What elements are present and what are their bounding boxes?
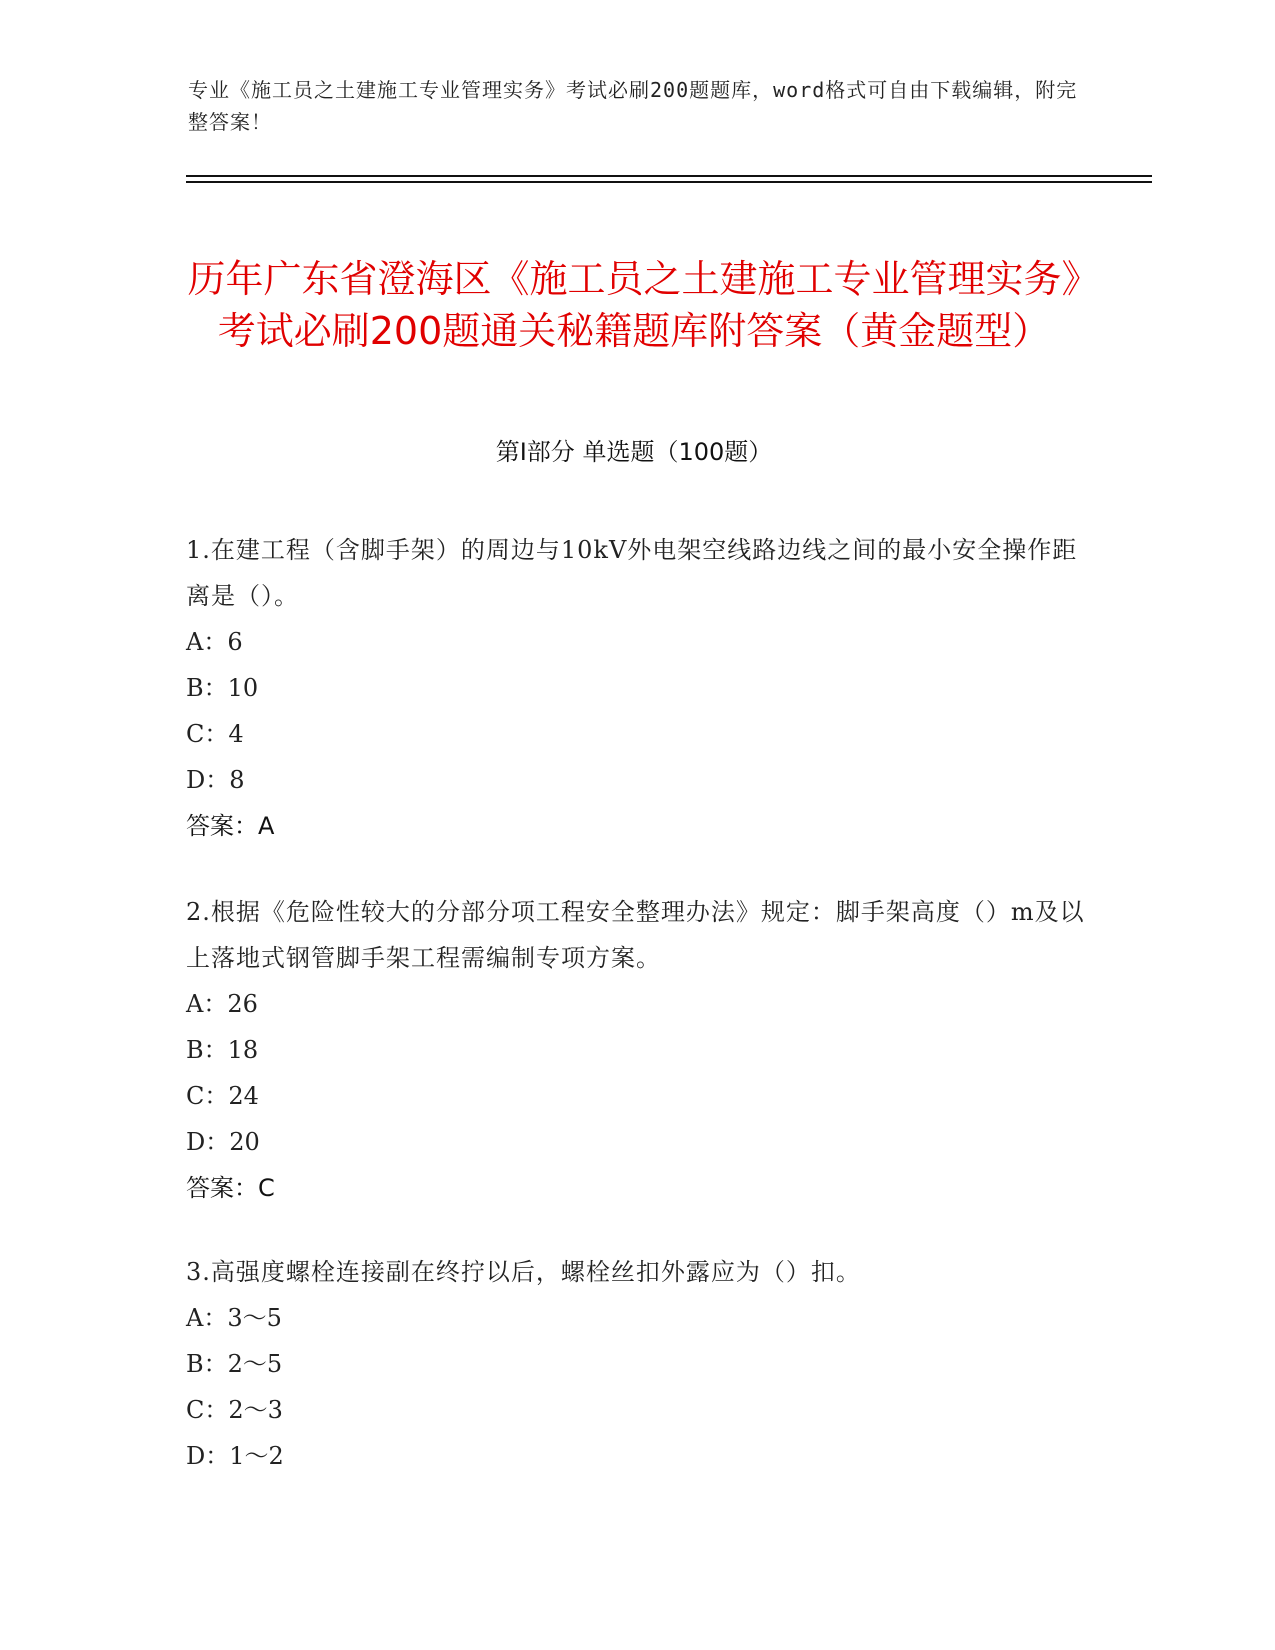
- option-b: B：2～5: [186, 1350, 283, 1378]
- document-title: 历年广东省澄海区《施工员之土建施工专业管理实务》考试必刷200题通关秘籍题库附答案（黄金题型）: [187, 257, 1081, 354]
- section-title: 第Ⅰ部分 单选题（100题）: [495, 438, 773, 466]
- option-c: C：4: [186, 720, 244, 748]
- option-a: A：3～5: [186, 1304, 282, 1332]
- question-1: [186, 527, 1086, 849]
- option-d: D：1～2: [186, 1442, 284, 1470]
- option-c: C：24: [186, 1082, 259, 1110]
- option-a: A：26: [186, 990, 258, 1018]
- answer: 答案：A: [186, 812, 275, 840]
- header-note: 专业《施工员之土建施工专业管理实务》考试必刷200题题库，word格式可自由下载编辑，附完整答案！: [188, 78, 1078, 134]
- option-c: C：2～3: [186, 1396, 283, 1424]
- question-2: [186, 889, 1086, 1211]
- option-b: B：10: [186, 674, 259, 702]
- option-d: D：8: [186, 766, 245, 794]
- option-b: B：18: [186, 1036, 259, 1064]
- question-stem: 1.在建工程（含脚手架）的周边与10kV外电架空线路边线之间的最小安全操作距离是（）。: [186, 536, 1078, 610]
- answer: 答案：C: [186, 1174, 275, 1202]
- question-stem: 3.高强度螺栓连接副在终拧以后，螺栓丝扣外露应为（）扣。: [186, 1258, 861, 1286]
- option-a: A：6: [186, 628, 243, 656]
- header-divider-top: [186, 175, 1152, 177]
- option-d: D：20: [186, 1128, 260, 1156]
- header-divider-bottom: [186, 181, 1152, 183]
- question-stem: 2.根据《危险性较大的分部分项工程安全整理办法》规定：脚手架高度（）m及以上落地式钢管脚手架工程需编制专项方案。: [186, 898, 1085, 972]
- question-3: [186, 1249, 1086, 1479]
